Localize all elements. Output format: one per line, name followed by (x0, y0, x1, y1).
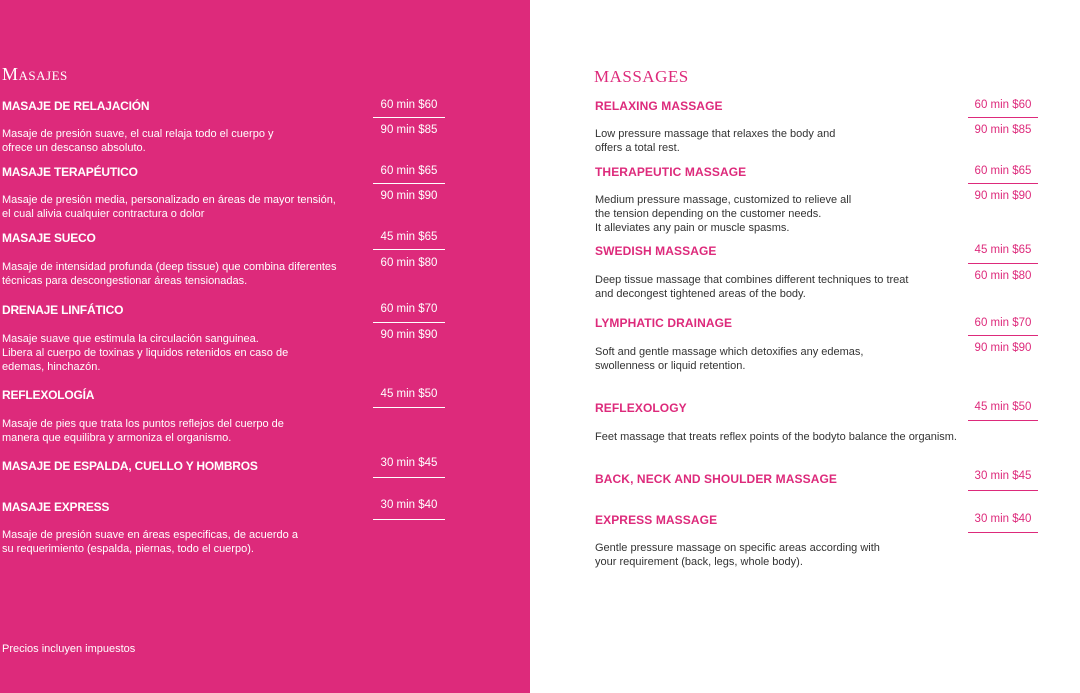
menu-item-name: THERAPEUTIC MASSAGE (595, 165, 747, 179)
menu-item-name: MASAJE DE ESPALDA, CUELLO Y HOMBROS (2, 459, 258, 473)
menu-item-description: Deep tissue massage that combines different techniques to treat and decongest tightened areas of the body. (595, 274, 909, 300)
price-option: 60 min $65 (380, 165, 438, 177)
menu-item-description: Masaje de pies que trata los puntos reflejos del cuerpo de manera que equilibra y armoniza el organismo. (2, 418, 284, 444)
menu-item-description: Gentle pressure massage on specific areas according with your requirement (back, legs, whole body). (595, 542, 880, 568)
menu-item-name: MASAJE DE RELAJACIÓN (2, 99, 150, 113)
menu-item-name: LYMPHATIC DRAINAGE (595, 316, 733, 330)
price-divider (968, 335, 1038, 336)
price-option: 60 min $60 (380, 99, 438, 111)
price-option: 60 min $70 (380, 303, 438, 315)
price-option: 90 min $85 (380, 124, 438, 136)
price-divider (968, 263, 1038, 264)
menu-item-description: Masaje de presión media, personalizado en áreas de mayor tensión, el cual alivia cualquier contractura o dolor (2, 194, 336, 220)
menu-item-name: SWEDISH MASSAGE (595, 244, 717, 258)
taxes-footnote: Precios incluyen impuestos (2, 643, 136, 655)
menu-item-description: Masaje suave que estimula la circulación sanguinea. Libera al cuerpo de toxinas y liquidos retenidos en caso de edemas, hinchazón. (2, 333, 289, 373)
price-option: 60 min $60 (974, 99, 1032, 111)
price-divider (968, 183, 1038, 184)
price-option: 30 min $45 (380, 457, 438, 469)
english-menu-panel (530, 0, 1080, 693)
spanish-menu-panel (0, 0, 530, 693)
menu-item-description: Soft and gentle massage which detoxifies any edemas, swollenness or liquid retention. (595, 346, 864, 372)
menu-item-description: Low pressure massage that relaxes the body and offers a total rest. (595, 128, 836, 154)
price-option: 30 min $40 (974, 513, 1032, 525)
menu-item-description: Medium pressure massage, customized to relieve all the tension depending on the customer needs. It alleviates any pain or muscle spasms. (595, 194, 852, 234)
price-option: 60 min $80 (380, 257, 438, 269)
price-option: 45 min $50 (380, 388, 438, 400)
price-divider (373, 249, 445, 250)
price-option: 45 min $50 (974, 401, 1032, 413)
price-option: 30 min $45 (974, 470, 1032, 482)
menu-item-name: REFLEXOLOGÍA (2, 388, 95, 402)
menu-item-description: Masaje de presión suave, el cual relaja todo el cuerpo y ofrece un descanso absoluto. (2, 128, 274, 154)
price-option: 90 min $90 (380, 329, 438, 341)
menu-item-name: MASAJE EXPRESS (2, 500, 110, 514)
price-option: 90 min $90 (974, 190, 1032, 202)
price-divider (968, 532, 1038, 533)
menu-item-name: RELAXING MASSAGE (595, 99, 723, 113)
menu-item-name: DRENAJE LINFÁTICO (2, 303, 124, 317)
price-option: 45 min $65 (380, 231, 438, 243)
price-option: 90 min $90 (974, 342, 1032, 354)
price-option: 30 min $40 (380, 499, 438, 511)
price-divider (373, 117, 445, 118)
price-option: 90 min $90 (380, 190, 438, 202)
price-divider (373, 322, 445, 323)
price-divider (968, 420, 1038, 421)
price-option: 45 min $65 (974, 244, 1032, 256)
english-menu-title: MASSAGES (594, 67, 689, 86)
price-option: 60 min $80 (974, 270, 1032, 282)
price-divider (373, 519, 445, 520)
price-divider (968, 490, 1038, 491)
price-option: 60 min $65 (974, 165, 1032, 177)
menu-item-name: MASAJE TERAPÉUTICO (2, 165, 138, 179)
menu-item-name: BACK, NECK AND SHOULDER MASSAGE (595, 472, 837, 486)
price-option: 90 min $85 (974, 124, 1032, 136)
menu-item-description: Masaje de presión suave en áreas especificas, de acuerdo a su requerimiento (espalda, piernas, todo el cuerpo). (2, 529, 298, 555)
menu-item-name: MASAJE SUECO (2, 231, 96, 245)
menu-item-name: EXPRESS MASSAGE (595, 513, 718, 527)
price-divider (373, 183, 445, 184)
price-option: 60 min $70 (974, 317, 1032, 329)
price-divider (968, 117, 1038, 118)
menu-item-name: REFLEXOLOGY (595, 401, 687, 415)
spanish-menu-title: Masajes (2, 64, 68, 84)
menu-item-description: Masaje de intensidad profunda (deep tissue) que combina diferentes técnicas para descongestionar áreas tensionadas. (2, 261, 337, 287)
menu-item-description: Feet massage that treats reflex points of the bodyto balance the organism. (595, 431, 957, 443)
price-divider (373, 407, 445, 408)
price-divider (373, 477, 445, 478)
